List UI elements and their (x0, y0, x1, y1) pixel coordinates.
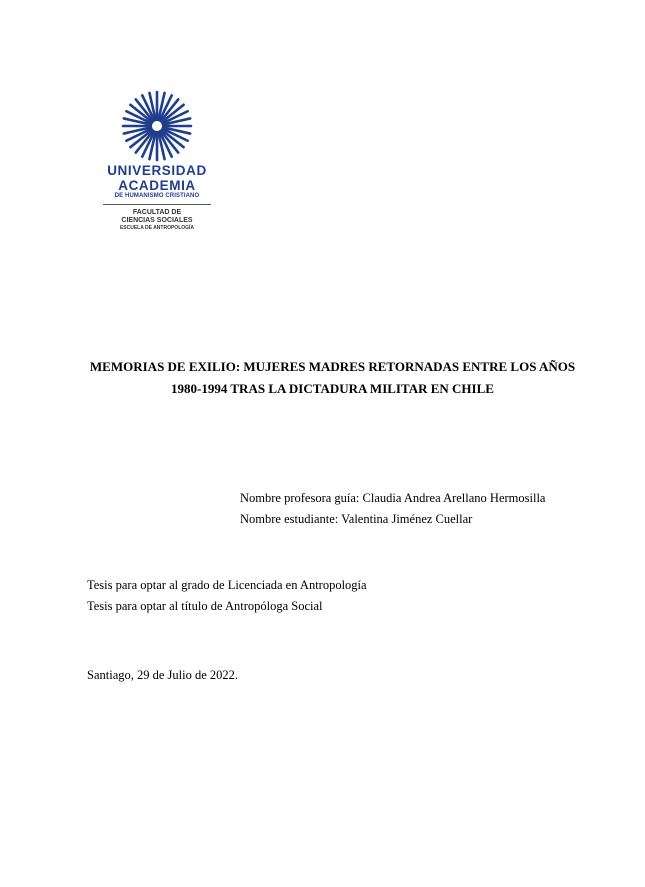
logo-humanismo-line: DE HUMANISMO CRISTIANO (114, 193, 200, 199)
logo-faculty-line1: FACULTAD DE (132, 209, 182, 216)
student-name: Nombre estudiante: Valentina Jiménez Cuellar (240, 512, 473, 526)
thesis-title (60, 356, 605, 400)
logo-center (152, 121, 162, 131)
thesis-title-line1: MEMORIAS DE EXILIO: MUJERES MADRES RETORNADAS ENTRE LOS AÑOS (89, 359, 576, 374)
date-line: Santiago, 29 de Julio de 2022. (87, 668, 239, 682)
university-logo (98, 90, 216, 232)
logo-university-name: UNIVERSIDAD (107, 163, 207, 178)
thesis-title-line2: 1980-1994 TRAS LA DICTADURA MILITAR EN CHILE (171, 381, 494, 396)
starburst-logo-icon (121, 90, 193, 162)
logo-academia-name: ACADEMIA (118, 178, 196, 193)
degree-block (87, 575, 367, 617)
logo-faculty-line2: CIENCIAS SOCIALES (121, 217, 193, 224)
degree-line: Tesis para optar al grado de Licenciada en Antropología (87, 578, 367, 592)
author-block (240, 488, 545, 530)
logo-school-line: ESCUELA DE ANTROPOLOGÍA (119, 225, 195, 231)
professional-title-line: Tesis para optar al título de Antropóloga Social (87, 599, 323, 613)
advisor-name: Nombre profesora guía: Claudia Andrea Arellano Hermosilla (240, 491, 546, 505)
logo-divider (103, 204, 211, 205)
